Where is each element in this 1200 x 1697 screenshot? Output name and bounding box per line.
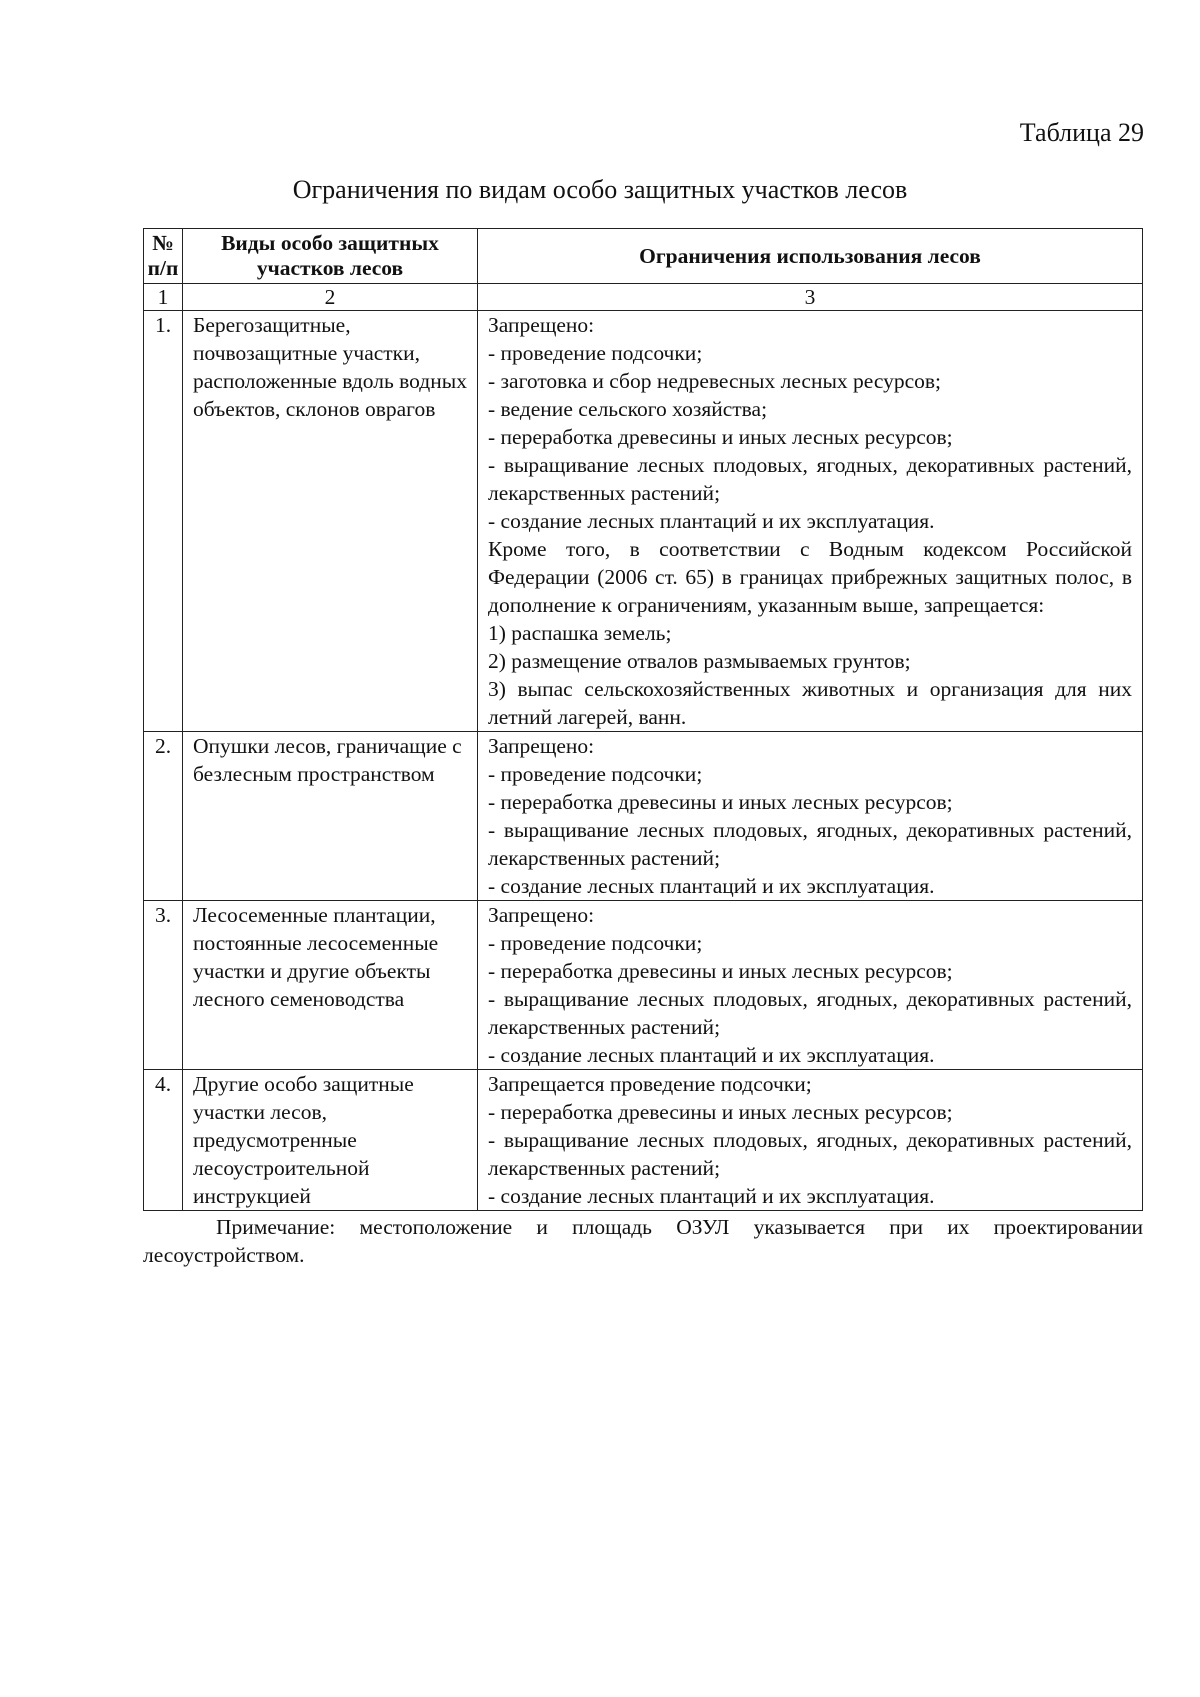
header-number: № п/п <box>144 229 183 284</box>
table-row <box>144 311 1143 732</box>
header-restrictions: Ограничения использования лесов <box>478 229 1143 284</box>
restriction-line: - выращивание лесных плодовых, ягодных, декоративных растений, лекарственных растений; <box>488 987 1132 1039</box>
restriction-line: - переработка древесины и иных лесных ресурсов; <box>488 1100 953 1124</box>
column-number: 3 <box>478 284 1143 311</box>
restriction-line: - выращивание лесных плодовых, ягодных, декоративных растений, лекарственных растений; <box>488 818 1132 870</box>
restriction-line: - проведение подсочки; <box>488 931 703 955</box>
row-kind: Другие особо защитные участки лесов, предусмотренные лесоустроительной инструкцией <box>183 1070 478 1211</box>
restriction-line: - переработка древесины и иных лесных ресурсов; <box>488 425 953 449</box>
restriction-line: Кроме того, в соответствии с Водным кодексом Российской Федерации (2006 ст. 65) в границах прибрежных защитных полос, в дополнение к ограничениям, указанным выше, запрещается: <box>488 537 1132 617</box>
row-restrictions <box>478 901 1143 1070</box>
restriction-line: - проведение подсочки; <box>488 341 703 365</box>
restriction-line: - проведение подсочки; <box>488 762 703 786</box>
restriction-line: - заготовка и сбор недревесных лесных ресурсов; <box>488 369 942 393</box>
header-kind: Виды особо защитных участков лесов <box>183 229 478 284</box>
restriction-line: - выращивание лесных плодовых, ягодных, декоративных растений, лекарственных растений; <box>488 453 1132 505</box>
table-row <box>144 1070 1143 1211</box>
column-number: 2 <box>183 284 478 311</box>
row-number: 3. <box>144 901 183 1070</box>
row-kind: Берегозащитные, почвозащитные участки, расположенные вдоль водных объектов, склонов оврагов <box>183 311 478 732</box>
restriction-line: Запрещается проведение подсочки; <box>488 1072 812 1096</box>
restriction-line: - переработка древесины и иных лесных ресурсов; <box>488 959 953 983</box>
row-restrictions <box>478 1070 1143 1211</box>
row-restrictions <box>478 732 1143 901</box>
table-note: Примечание: местоположение и площадь ОЗУЛ указывается при их проектировании лесоустройством. <box>143 1215 1143 1267</box>
restriction-line: Запрещено: <box>488 903 595 927</box>
restriction-line: - создание лесных плантаций и их эксплуатация. <box>488 1043 935 1067</box>
restriction-line: - создание лесных плантаций и их эксплуатация. <box>488 1184 935 1208</box>
restriction-line: - переработка древесины и иных лесных ресурсов; <box>488 790 953 814</box>
restriction-line: - ведение сельского хозяйства; <box>488 397 768 421</box>
restriction-line: - создание лесных плантаций и их эксплуатация. <box>488 509 935 533</box>
row-number: 2. <box>144 732 183 901</box>
restriction-line: 2) размещение отвалов размываемых грунтов; <box>488 649 911 673</box>
restriction-line: - выращивание лесных плодовых, ягодных, декоративных растений, лекарственных растений; <box>488 1128 1132 1180</box>
table-title: Ограничения по видам особо защитных участков лесов <box>292 175 908 204</box>
row-number: 4. <box>144 1070 183 1211</box>
table-row <box>144 732 1143 901</box>
restriction-line: 1) распашка земель; <box>488 621 672 645</box>
table-row <box>144 901 1143 1070</box>
table-number: Таблица 29 <box>1019 118 1144 147</box>
column-number: 1 <box>144 284 183 311</box>
row-restrictions <box>478 311 1143 732</box>
row-kind: Лесосеменные плантации, постоянные лесосеменные участки и другие объекты лесного семеноводства <box>183 901 478 1070</box>
restriction-line: Запрещено: <box>488 313 595 337</box>
row-number: 1. <box>144 311 183 732</box>
table-body <box>144 311 1143 1211</box>
restriction-line: 3) выпас сельскохозяйственных животных и организация для них летний лагерей, ванн. <box>488 677 1132 729</box>
restriction-line: Запрещено: <box>488 734 595 758</box>
restriction-line: - создание лесных плантаций и их эксплуатация. <box>488 874 935 898</box>
row-kind: Опушки лесов, граничащие с безлесным пространством <box>183 732 478 901</box>
header-row <box>144 229 1143 284</box>
column-number-row <box>144 284 1143 311</box>
restrictions-table <box>143 228 1143 1211</box>
